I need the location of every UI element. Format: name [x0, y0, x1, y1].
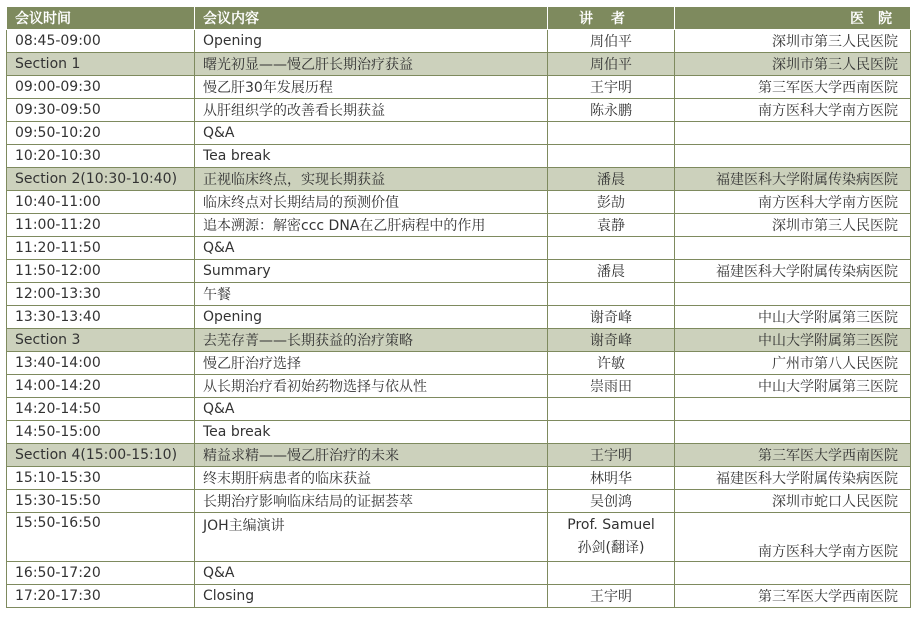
hospital-cell: 福建医科大学附属传染病医院	[675, 168, 911, 191]
time-cell: 08:45-09:00	[7, 30, 195, 53]
hospital-cell	[675, 283, 911, 306]
speaker-cell: 王宇明	[548, 585, 675, 608]
hospital-cell: 南方医科大学南方医院	[675, 513, 911, 562]
agenda-row	[7, 145, 911, 168]
time-cell: 10:20-10:30	[7, 145, 195, 168]
agenda-row	[7, 306, 911, 329]
agenda-row	[7, 352, 911, 375]
speaker-cell: 谢奇峰	[548, 306, 675, 329]
agenda-row	[7, 30, 911, 53]
agenda-row	[7, 191, 911, 214]
content-cell: 追本溯源：解密ccc DNA在乙肝病程中的作用	[195, 214, 548, 237]
hospital-cell	[675, 398, 911, 421]
speaker-cell	[548, 562, 675, 585]
header-row	[7, 7, 911, 30]
hospital-cell: 福建医科大学附属传染病医院	[675, 467, 911, 490]
agenda-container	[6, 6, 910, 608]
content-cell: 从肝组织学的改善看长期获益	[195, 99, 548, 122]
time-cell: 11:20-11:50	[7, 237, 195, 260]
content-cell: 临床终点对长期结局的预测价值	[195, 191, 548, 214]
hospital-cell	[675, 122, 911, 145]
time-cell: 09:00-09:30	[7, 76, 195, 99]
agenda-row	[7, 513, 911, 562]
content-cell: Q&A	[195, 562, 548, 585]
content-cell: Summary	[195, 260, 548, 283]
time-cell: 17:20-17:30	[7, 585, 195, 608]
content-cell: Q&A	[195, 237, 548, 260]
speaker-cell: 谢奇峰	[548, 329, 675, 352]
header-content: 会议内容	[195, 7, 548, 30]
time-cell: 13:30-13:40	[7, 306, 195, 329]
agenda-row	[7, 562, 911, 585]
content-cell: 曙光初显——慢乙肝长期治疗获益	[195, 53, 548, 76]
content-cell: 慢乙肝治疗选择	[195, 352, 548, 375]
speaker-cell: 吴创鸿	[548, 490, 675, 513]
content-cell: Tea break	[195, 145, 548, 168]
time-cell: 13:40-14:00	[7, 352, 195, 375]
speaker-cell	[548, 122, 675, 145]
content-cell: Closing	[195, 585, 548, 608]
time-cell: 14:50-15:00	[7, 421, 195, 444]
time-cell: 12:00-13:30	[7, 283, 195, 306]
hospital-cell: 深圳市第三人民医院	[675, 30, 911, 53]
hospital-cell	[675, 237, 911, 260]
time-cell: 14:20-14:50	[7, 398, 195, 421]
speaker-name: Prof. Samuel	[567, 517, 655, 533]
time-cell: 15:30-15:50	[7, 490, 195, 513]
content-cell: Opening	[195, 30, 548, 53]
content-cell: 终末期肝病患者的临床获益	[195, 467, 548, 490]
hospital-cell	[675, 562, 911, 585]
hospital-cell	[675, 145, 911, 168]
agenda-row	[7, 99, 911, 122]
time-cell: 11:50-12:00	[7, 260, 195, 283]
section-row	[7, 168, 911, 191]
hospital-cell: 第三军医大学西南医院	[675, 444, 911, 467]
time-cell: 09:50-10:20	[7, 122, 195, 145]
speaker-cell	[548, 398, 675, 421]
time-cell: Section 3	[7, 329, 195, 352]
hospital-cell	[675, 421, 911, 444]
speaker-cell: 王宇明	[548, 444, 675, 467]
speaker-cell	[548, 421, 675, 444]
speaker-cell	[548, 283, 675, 306]
hospital-cell: 南方医科大学南方医院	[675, 99, 911, 122]
hospital-cell: 第三军医大学西南医院	[675, 585, 911, 608]
content-cell: Q&A	[195, 398, 548, 421]
agenda-row	[7, 375, 911, 398]
time-cell: 16:50-17:20	[7, 562, 195, 585]
content-cell: 长期治疗影响临床结局的证据荟萃	[195, 490, 548, 513]
time-cell: 11:00-11:20	[7, 214, 195, 237]
hospital-cell: 深圳市蛇口人民医院	[675, 490, 911, 513]
agenda-row	[7, 421, 911, 444]
speaker-cell	[548, 237, 675, 260]
hospital-cell: 中山大学附属第三医院	[675, 329, 911, 352]
content-cell: 去芜存菁——长期获益的治疗策略	[195, 329, 548, 352]
speaker-cell: 王宇明	[548, 76, 675, 99]
header-hospital: 医院	[675, 7, 911, 30]
header-time: 会议时间	[7, 7, 195, 30]
content-cell: Tea break	[195, 421, 548, 444]
speaker-cell: 潘晨	[548, 168, 675, 191]
hospital-cell: 中山大学附属第三医院	[675, 375, 911, 398]
time-cell: 15:50-16:50	[7, 513, 195, 562]
hospital-cell: 南方医科大学南方医院	[675, 191, 911, 214]
time-cell: 15:10-15:30	[7, 467, 195, 490]
section-row	[7, 329, 911, 352]
time-cell: Section 1	[7, 53, 195, 76]
speaker-cell: 林明华	[548, 467, 675, 490]
agenda-row	[7, 398, 911, 421]
agenda-body	[7, 30, 911, 608]
speaker-cell: 许敏	[548, 352, 675, 375]
content-cell: Opening	[195, 306, 548, 329]
agenda-row	[7, 467, 911, 490]
section-row	[7, 444, 911, 467]
time-cell: 14:00-14:20	[7, 375, 195, 398]
speaker-cell: 周伯平	[548, 53, 675, 76]
section-row	[7, 53, 911, 76]
header-speaker: 讲者	[548, 7, 675, 30]
hospital-cell: 中山大学附属第三医院	[675, 306, 911, 329]
time-cell: 09:30-09:50	[7, 99, 195, 122]
content-cell: 午餐	[195, 283, 548, 306]
agenda-row	[7, 237, 911, 260]
speaker-cell: 周伯平	[548, 30, 675, 53]
agenda-row	[7, 122, 911, 145]
speaker-cell: 陈永鹏	[548, 99, 675, 122]
time-cell: Section 2(10:30-10:40)	[7, 168, 195, 191]
time-cell: 10:40-11:00	[7, 191, 195, 214]
content-cell: 从长期治疗看初始药物选择与依从性	[195, 375, 548, 398]
content-cell: 正视临床终点，实现长期获益	[195, 168, 548, 191]
agenda-row	[7, 76, 911, 99]
agenda-row	[7, 490, 911, 513]
hospital-cell: 广州市第八人民医院	[675, 352, 911, 375]
translator-name: 孙剑(翻译)	[577, 540, 645, 556]
speaker-cell: 彭劼	[548, 191, 675, 214]
hospital-cell: 深圳市第三人民医院	[675, 214, 911, 237]
agenda-row	[7, 214, 911, 237]
content-cell: 慢乙肝30年发展历程	[195, 76, 548, 99]
content-cell: JOH主编演讲	[195, 513, 548, 562]
speaker-cell	[548, 513, 675, 562]
agenda-row	[7, 283, 911, 306]
content-cell: Q&A	[195, 122, 548, 145]
content-cell: 精益求精——慢乙肝治疗的未来	[195, 444, 548, 467]
agenda-row	[7, 260, 911, 283]
speaker-cell: 袁静	[548, 214, 675, 237]
speaker-cell: 潘晨	[548, 260, 675, 283]
hospital-cell: 深圳市第三人民医院	[675, 53, 911, 76]
speaker-cell: 崇雨田	[548, 375, 675, 398]
agenda-table	[6, 6, 911, 608]
speaker-cell	[548, 145, 675, 168]
time-cell: Section 4(15:00-15:10)	[7, 444, 195, 467]
agenda-row	[7, 585, 911, 608]
hospital-cell: 第三军医大学西南医院	[675, 76, 911, 99]
hospital-cell: 福建医科大学附属传染病医院	[675, 260, 911, 283]
